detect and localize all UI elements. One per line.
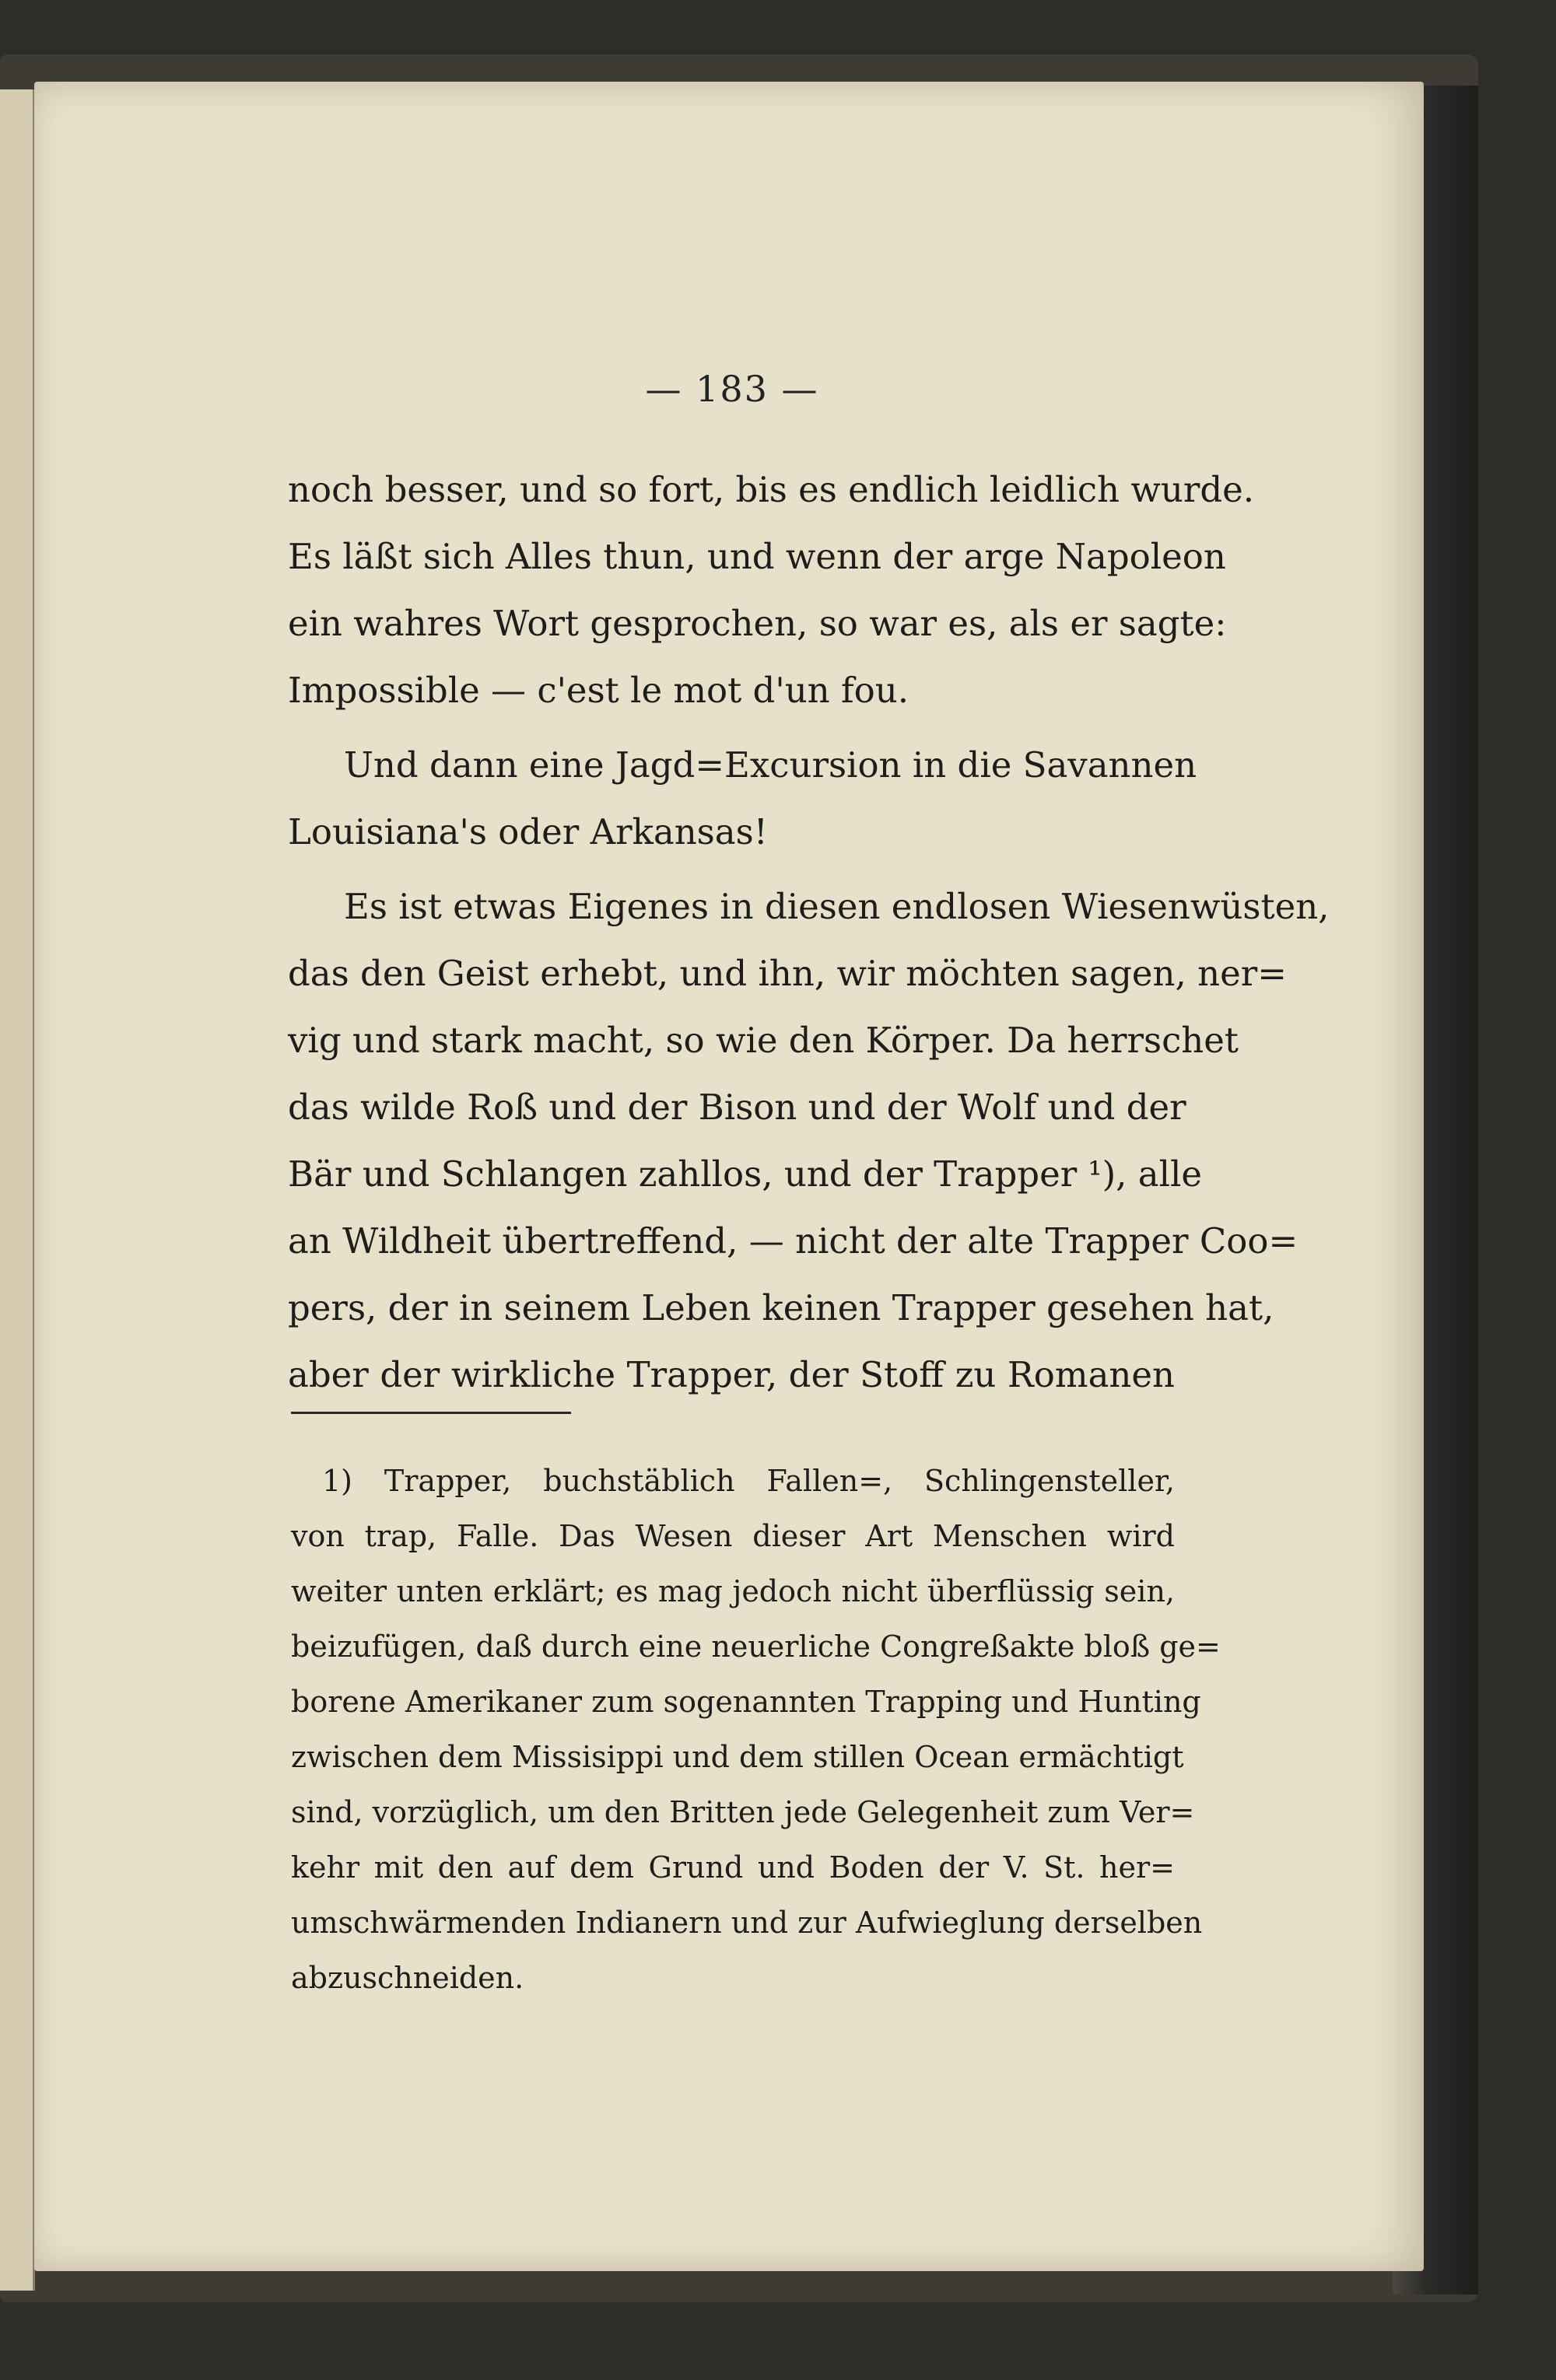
footnote-separator xyxy=(291,1412,571,1414)
text-line: Und dann eine Jagd=Excursion in die Savannen xyxy=(344,744,1197,786)
footnote-line: von trap, Falle. Das Wesen dieser Art Menschen wird xyxy=(291,1519,1175,1553)
footnote-line: abzuschneiden. xyxy=(291,1961,524,1995)
text-line: Es ist etwas Eigenes in diesen endlosen Wiesenwüsten, xyxy=(344,886,1330,927)
text-line: Impossible — c'est le mot d'un fou. xyxy=(288,670,909,711)
text-line: pers, der in seinem Leben keinen Trapper gesehen hat, xyxy=(288,1287,1274,1328)
text-line: an Wildheit übertreffend, — nicht der alte Trapper Coo= xyxy=(288,1220,1298,1262)
text-line: noch besser, und so fort, bis es endlich leidlich wurde. xyxy=(288,469,1255,510)
footnote-line: weiter unten erklärt; es mag jedoch nicht überflüssig sein, xyxy=(291,1574,1175,1608)
footnote-line: umschwärmenden Indianern und zur Aufwieglung derselben xyxy=(291,1906,1203,1940)
footnote-line: sind, vorzüglich, um den Britten jede Gelegenheit zum Ver= xyxy=(291,1795,1195,1829)
footnote xyxy=(291,1454,1221,2006)
page-number: — 183 — xyxy=(645,368,819,410)
text-line: ein wahres Wort gesprochen, so war es, als er sagte: xyxy=(288,603,1227,644)
text-line: vig und stark macht, so wie den Körper. Da herrschet xyxy=(288,1020,1239,1061)
footnote-line: zwischen dem Missisippi und dem stillen Ocean ermächtigt xyxy=(291,1740,1184,1774)
text-line: Bär und Schlangen zahllos, und der Trapper ¹), alle xyxy=(288,1153,1203,1195)
text-line: Louisiana's oder Arkansas! xyxy=(288,811,768,852)
text-line: das den Geist erhebt, und ihn, wir möchten sagen, ner= xyxy=(288,953,1287,994)
footnote-line: borene Amerikaner zum sogenannten Trapping und Hunting xyxy=(291,1685,1201,1719)
footnote-line: kehr mit den auf dem Grund und Boden der V. St. her= xyxy=(291,1850,1175,1885)
text-line: das wilde Roß und der Bison und der Wolf und der xyxy=(288,1087,1186,1128)
text-line: Es läßt sich Alles thun, und wenn der arge Napoleon xyxy=(288,536,1226,577)
facing-page-edge xyxy=(0,89,35,2291)
book-page xyxy=(34,82,1424,2271)
footnote-line: beizufügen, daß durch eine neuerliche Congreßakte bloß ge= xyxy=(291,1629,1221,1664)
main-text xyxy=(288,457,1330,1409)
text-line: aber der wirkliche Trapper, der Stoff zu Romanen xyxy=(288,1354,1175,1395)
footnote-line: 1) Trapper, buchstäblich Fallen=, Schlingensteller, xyxy=(322,1464,1175,1498)
